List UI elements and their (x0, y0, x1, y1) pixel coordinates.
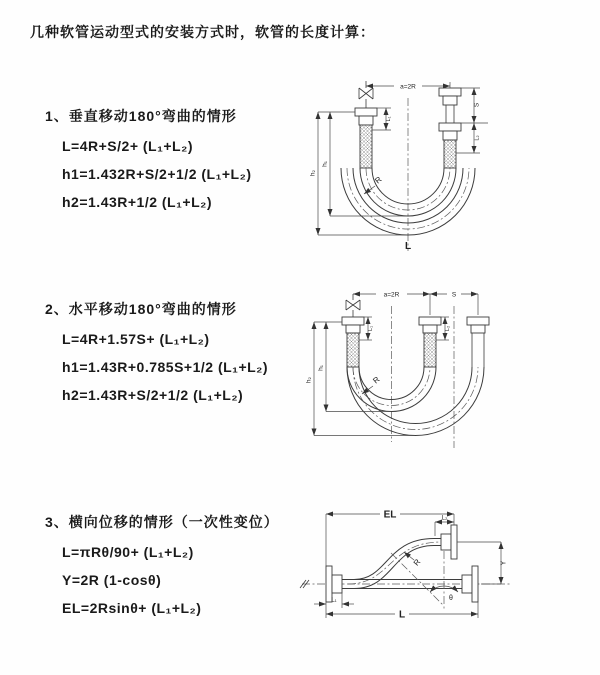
section-lateral-displacement (45, 512, 279, 622)
section-1-heading: 1、垂直移动180°弯曲的情形 (45, 108, 237, 124)
right-pipe-flange (439, 88, 461, 168)
radius-label: R (411, 557, 423, 568)
dimension-h (310, 112, 408, 235)
right-pipe-flange (467, 317, 489, 367)
page-title: 几种软管运动型式的安装方式时，软管的长度计算： (30, 24, 375, 40)
left-pipe-flange (342, 317, 364, 367)
braided-hose-left (360, 125, 372, 168)
middle-pipe-flange (419, 317, 441, 367)
dimension-s-l2 (456, 88, 488, 153)
radius-label: R (373, 174, 384, 186)
length-label: L (404, 241, 412, 252)
el-label: EL (383, 509, 397, 521)
section-3-heading: 3、横向位移的情形（一次性变位） (45, 514, 279, 530)
radius-callout (362, 375, 382, 394)
l1-label: L₁ (386, 116, 392, 122)
length-label: L (398, 609, 406, 621)
span-label: a=2R (400, 83, 416, 91)
l2-label: L₂ (441, 515, 448, 522)
formula-y: Y=2R (1-cosθ) (62, 572, 162, 588)
braided-hose-middle (424, 333, 436, 367)
diagram-vertical-180-bend (308, 68, 588, 258)
l1-label: L₁ (368, 326, 374, 331)
dimension-span (353, 292, 478, 316)
valve-icon (359, 81, 373, 108)
left-pipe-flange (355, 108, 377, 168)
radius-callout (404, 552, 423, 567)
l1-label: L₁ (331, 597, 337, 604)
section-horizontal-movement (45, 299, 268, 409)
braided-hose-left (347, 333, 359, 367)
y-label: Y (500, 560, 508, 566)
h2-label: h₂ (309, 169, 317, 177)
s-label: S (473, 102, 481, 108)
section-2-heading: 2、水平移动180°弯曲的情形 (45, 301, 237, 317)
h1-label: h₁ (321, 161, 329, 167)
dimension-l1 (314, 592, 354, 608)
formula-length: L=πRθ/90+ (L₁+L₂) (62, 544, 194, 560)
dimension-span (366, 82, 450, 91)
dimension-l (326, 602, 478, 621)
h1-label: h₁ (317, 365, 325, 371)
section-vertical-movement (45, 106, 252, 216)
l2-label: L₂ (445, 325, 451, 332)
formula-h1: h1=1.432R+S/2+1/2 (L₁+L₂) (62, 166, 252, 182)
hose-u-bends (347, 367, 484, 436)
formula-length: L=4R+1.57S+ (L₁+L₂) (62, 331, 210, 347)
braided-hose-right (444, 140, 456, 168)
radius-label: R (371, 374, 382, 386)
stroke-label: S (451, 291, 457, 299)
right-flange (462, 566, 478, 602)
span-label: a=2R (383, 291, 400, 299)
l2-label: L₂ (474, 135, 481, 141)
formula-h1: h1=1.43R+0.785S+1/2 (L₁+L₂) (62, 359, 269, 375)
theta-label: θ (449, 595, 453, 602)
formula-h2: h2=1.43R+1/2 (L₁+L₂) (62, 194, 213, 210)
diagram-horizontal-180-bend (306, 282, 596, 452)
diagram-lateral-displacement (296, 496, 598, 641)
formula-el: EL=2Rsinθ+ (L₁+L₂) (62, 600, 202, 616)
h2-label: h₂ (306, 376, 313, 384)
valve-icon (346, 294, 360, 317)
formula-length: L=4R+S/2+ (L₁+L₂) (62, 138, 193, 154)
angle-callout (391, 551, 458, 610)
upper-flange (441, 525, 457, 559)
formula-h2: h2=1.43R+S/2+1/2 (L₁+L₂) (62, 387, 244, 403)
